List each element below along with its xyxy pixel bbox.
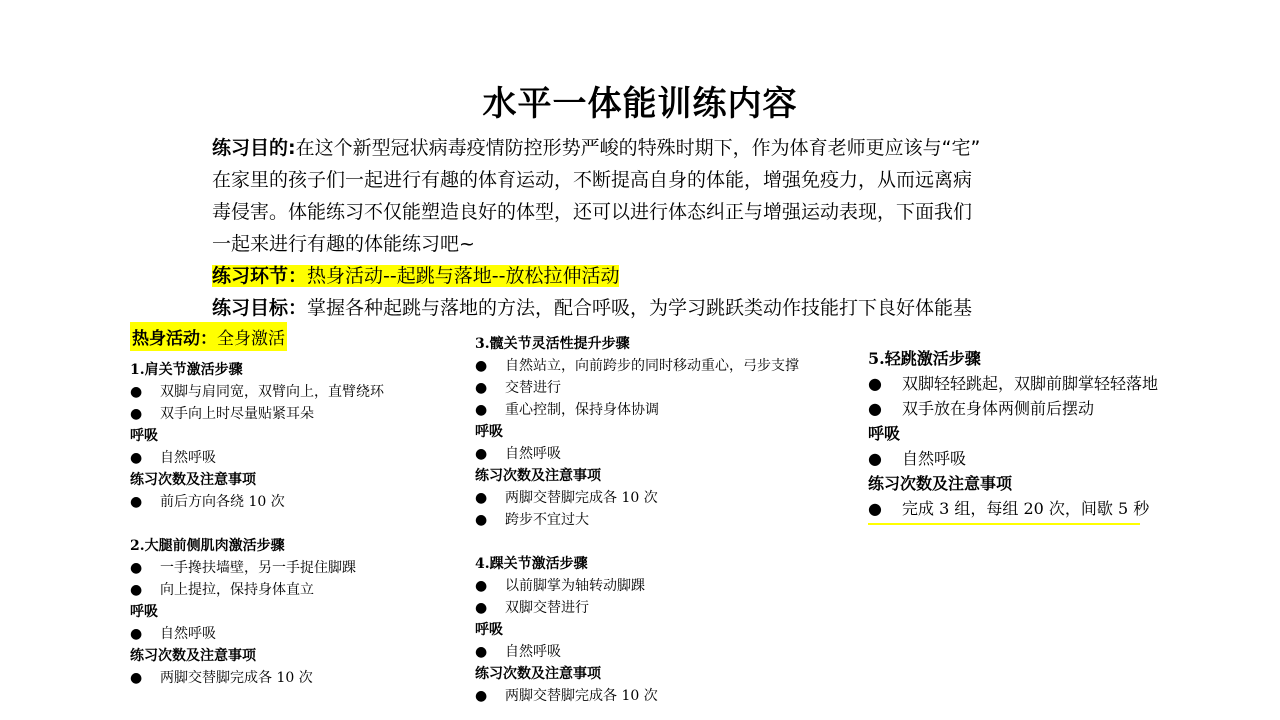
step-heading-3: 3.髋关节灵活性提升步骤 <box>475 336 630 352</box>
page-title: 水平一体能训练内容 <box>482 84 798 124</box>
list-item: ● 两脚交替脚完成各 10 次 <box>475 685 835 707</box>
warmup-text: 全身激活 <box>217 329 285 349</box>
list-item: ● 双脚交替进行 <box>475 597 835 619</box>
bullet-icon: ● <box>130 670 143 686</box>
bullet-icon: ● <box>475 600 488 616</box>
list-item: ● 自然呼吸 <box>868 446 1188 471</box>
list-item: ● 双手向上时尽量贴紧耳朵 <box>130 403 460 425</box>
list-item: ● 交替进行 <box>475 377 835 399</box>
breath-label: 呼吸 <box>130 428 158 444</box>
column-2 <box>475 333 835 707</box>
list-item: ● 一手搀扶墙壁，另一手捉住脚踝 <box>130 557 460 579</box>
goal-label: 练习目标： <box>212 297 308 319</box>
section-highlight <box>212 265 619 287</box>
column-1 <box>130 322 460 689</box>
breath-label: 呼吸 <box>868 424 901 443</box>
bullet-icon: ● <box>130 560 143 576</box>
bullet-icon: ● <box>868 399 882 418</box>
column-3 <box>868 346 1188 521</box>
list-item: ● 自然呼吸 <box>475 443 835 465</box>
step-heading-1: 1.肩关节激活步骤 <box>130 362 243 378</box>
purpose-line-2: 在家里的孩子们一起进行有趣的体育运动，不断提高自身的体能，增强免疫力，从而远离病 <box>212 169 973 191</box>
reps-label: 练习次数及注意事项 <box>130 472 256 488</box>
bullet-icon: ● <box>475 358 488 374</box>
goal-line <box>212 292 1072 324</box>
list-item: ● 跨步不宜过大 <box>475 509 835 531</box>
reps-label: 练习次数及注意事项 <box>130 648 256 664</box>
list-item: ● 向上提拉，保持身体直立 <box>130 579 460 601</box>
reps-label: 练习次数及注意事项 <box>868 474 1013 493</box>
purpose-label: 练习目的: <box>212 137 296 159</box>
bullet-icon: ● <box>868 449 882 468</box>
bullet-icon: ● <box>475 446 488 462</box>
purpose-line-4: 一起来进行有趣的体能练习吧~ <box>212 233 475 255</box>
section-text: 热身活动--起跳与落地--放松拉伸活动 <box>307 265 620 287</box>
list-item: ● 前后方向各绕 10 次 <box>130 491 460 513</box>
bullet-icon: ● <box>130 582 143 598</box>
bullet-icon: ● <box>475 578 488 594</box>
step-heading-2: 2.大腿前侧肌肉激活步骤 <box>130 538 285 554</box>
reps-underline: ● 完成 3 组，每组 20 次，间歇 5 秒 <box>868 496 1140 525</box>
section-label: 练习环节： <box>212 265 308 287</box>
list-item: ● 自然呼吸 <box>130 447 460 469</box>
bullet-icon: ● <box>130 494 143 510</box>
bullet-icon: ● <box>130 626 143 642</box>
step-heading-4: 4.踝关节激活步骤 <box>475 556 588 572</box>
list-item: ● 两脚交替脚完成各 10 次 <box>475 487 835 509</box>
bullet-icon: ● <box>130 384 143 400</box>
warmup-label: 热身活动： <box>132 329 217 349</box>
purpose-text-1: 在这个新型冠状病毒疫情防控形势严峻的特殊时期下，作为体育老师更应该与“宅” <box>295 137 981 159</box>
list-item: ● 双手放在身体两侧前后摆动 <box>868 396 1188 421</box>
bullet-icon: ● <box>130 450 143 466</box>
warmup-heading <box>130 322 287 351</box>
list-item: ● 双脚轻轻跳起，双脚前脚掌轻轻落地 <box>868 371 1188 396</box>
bullet-icon: ● <box>475 644 488 660</box>
list-item: ● 自然呼吸 <box>475 641 835 663</box>
breath-label: 呼吸 <box>130 604 158 620</box>
purpose-line-3: 毒侵害。体能练习不仅能塑造良好的体型，还可以进行体态纠正与增强运动表现，下面我们 <box>212 201 973 223</box>
list-item: ● 两脚交替脚完成各 10 次 <box>130 667 460 689</box>
reps-label: 练习次数及注意事项 <box>475 468 601 484</box>
bullet-icon: ● <box>130 406 143 422</box>
list-item: ● 双脚与肩同宽，双臂向上，直臂绕环 <box>130 381 460 403</box>
bullet-icon: ● <box>475 380 488 396</box>
purpose-line-1 <box>212 132 1072 164</box>
reps-label: 练习次数及注意事项 <box>475 666 601 682</box>
step-heading-5: 5.轻跳激活步骤 <box>868 349 981 368</box>
bullet-icon: ● <box>475 688 488 704</box>
breath-label: 呼吸 <box>475 622 503 638</box>
bullet-icon: ● <box>475 402 488 418</box>
list-item: ● 自然站立，向前跨步的同时移动重心，弓步支撑 <box>475 355 835 377</box>
list-item <box>868 496 1188 521</box>
bullet-icon: ● <box>475 512 488 528</box>
list-item: ● 重心控制，保持身体协调 <box>475 399 835 421</box>
bullet-icon: ● <box>868 499 882 518</box>
list-item: ● 自然呼吸 <box>130 623 460 645</box>
section-line <box>212 260 1072 292</box>
bullet-icon: ● <box>868 374 882 393</box>
goal-text: 掌握各种起跳与落地的方法，配合呼吸，为学习跳跃类动作技能打下良好体能基 <box>307 297 973 319</box>
list-item: ● 以前脚掌为轴转动脚踝 <box>475 575 835 597</box>
intro-section <box>212 132 1072 324</box>
breath-label: 呼吸 <box>475 424 503 440</box>
bullet-icon: ● <box>475 490 488 506</box>
